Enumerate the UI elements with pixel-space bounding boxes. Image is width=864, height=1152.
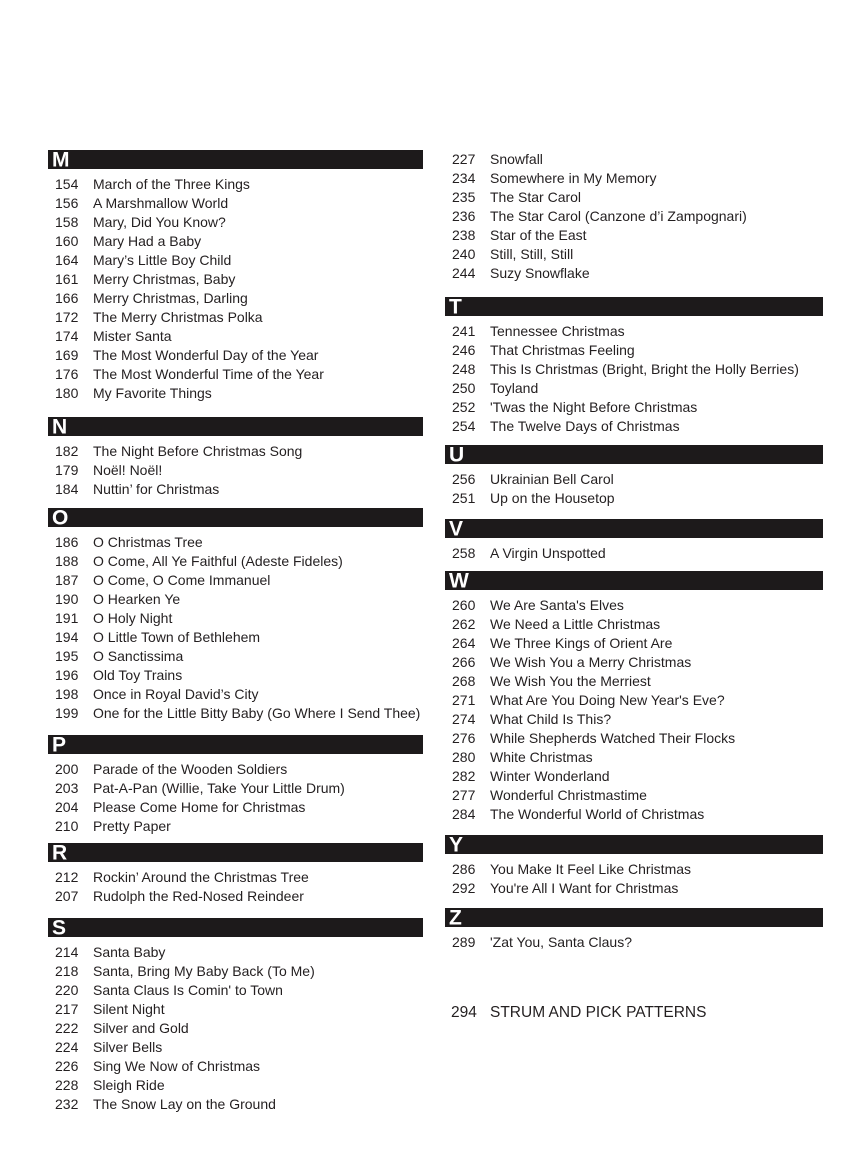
song-title: March of the Three Kings [93,176,250,192]
section-header-bar [445,445,823,464]
song-entry [48,442,423,461]
song-page-number: 266 [452,654,476,670]
song-page-number: 190 [55,591,79,607]
song-page-number: 238 [452,227,476,243]
song-entry [48,213,423,232]
song-page-number: 256 [452,471,476,487]
song-title: A Virgin Unspotted [490,545,606,561]
song-page-number: 228 [55,1077,79,1093]
song-page-number: 258 [452,545,476,561]
song-entry [445,188,823,207]
song-title: Nuttin’ for Christmas [93,481,220,497]
song-entry [445,710,823,729]
index-section-M [48,150,423,403]
song-page-number: 248 [452,361,476,377]
section-letter: T [449,297,463,316]
song-title: Noël! Noël! [93,462,163,478]
song-entry [445,544,823,563]
song-page-number: 191 [55,610,79,626]
song-entry [445,860,823,879]
index-column-left [48,150,423,1114]
song-entry [48,289,423,308]
song-entry [48,270,423,289]
song-entry [48,232,423,251]
song-page-number: 260 [452,597,476,613]
index-section-N [48,417,423,499]
song-title: The Merry Christmas Polka [93,309,263,325]
song-entry [48,817,423,836]
song-title: The Star Carol (Canzone d’i Zampognari) [490,208,747,224]
song-entry [48,704,423,723]
song-entry [445,596,823,615]
song-title: The Twelve Days of Christmas [490,418,680,434]
song-entry [445,226,823,245]
song-page-number: 169 [55,347,79,363]
song-page-number: 158 [55,214,79,230]
song-page-number: 246 [452,342,476,358]
song-page-number: 174 [55,328,79,344]
song-entry [48,609,423,628]
section-header-bar [48,735,423,754]
song-title: Star of the East [490,227,587,243]
song-entry [48,308,423,327]
song-title: Parade of the Wooden Soldiers [93,761,288,777]
song-page-number: 196 [55,667,79,683]
song-title: Silver and Gold [93,1020,189,1036]
song-page-number: 284 [452,806,476,822]
song-page-number: 227 [452,151,476,167]
song-page-number: 207 [55,888,79,904]
song-title: The Night Before Christmas Song [93,443,303,459]
song-entry [48,1095,423,1114]
song-title: Ukrainian Bell Carol [490,471,614,487]
song-entry [445,398,823,417]
song-entry [445,767,823,786]
song-list [445,596,823,824]
song-page-number: 251 [452,490,476,506]
song-title: O Sanctissima [93,648,184,664]
section-header-bar [48,508,423,527]
song-title: The Wonderful World of Christmas [490,806,705,822]
section-letter: V [449,519,464,538]
song-entry [48,175,423,194]
song-title: 'Zat You, Santa Claus? [490,934,632,950]
song-title: What Are You Doing New Year's Eve? [490,692,725,708]
song-entry [48,533,423,552]
section-header-bar [445,297,823,316]
song-title: We Are Santa's Elves [490,597,624,613]
song-page-number: 241 [452,323,476,339]
song-entry [48,571,423,590]
song-title: Still, Still, Still [490,246,574,262]
song-entry [445,729,823,748]
song-list [445,150,823,283]
song-title: O Come, O Come Immanuel [93,572,271,588]
song-title: This Is Christmas (Bright, Bright the Holly Berries) [490,361,799,377]
song-entry [48,365,423,384]
song-list [445,933,823,952]
song-title: The Most Wonderful Time of the Year [93,366,324,382]
song-entry [48,666,423,685]
song-title: Santa Claus Is Comin' to Town [93,982,283,998]
song-title: Please Come Home for Christmas [93,799,306,815]
song-page-number: 234 [452,170,476,186]
song-page-number: 280 [452,749,476,765]
song-page-number: 282 [452,768,476,784]
section-header-bar [48,150,423,169]
song-page-number: 210 [55,818,79,834]
song-list [445,470,823,508]
song-title: We Wish You a Merry Christmas [490,654,692,670]
song-title: You're All I Want for Christmas [490,880,679,896]
song-entry [445,786,823,805]
song-page-number: 222 [55,1020,79,1036]
section-header-bar [48,918,423,937]
song-title: Rudolph the Red-Nosed Reindeer [93,888,304,904]
song-title: Up on the Housetop [490,490,615,506]
song-page-number: 214 [55,944,79,960]
song-title: You Make It Feel Like Christmas [490,861,692,877]
song-entry [48,590,423,609]
song-title: 'Twas the Night Before Christmas [490,399,698,415]
song-entry [445,379,823,398]
song-page-number: 164 [55,252,79,268]
song-entry [48,480,423,499]
song-entry [48,327,423,346]
song-page-number: 252 [452,399,476,415]
index-section-U [445,445,823,508]
song-list [445,544,823,563]
song-entry [445,634,823,653]
song-page-number: 244 [452,265,476,281]
song-title: Mary, Did You Know? [93,214,226,230]
song-title: We Wish You the Merriest [490,673,651,689]
song-entry [445,653,823,672]
song-title: We Three Kings of Orient Are [490,635,673,651]
song-title: Silent Night [93,1001,165,1017]
song-title: Old Toy Trains [93,667,183,683]
song-title: Santa Baby [93,944,166,960]
song-entry [445,879,823,898]
song-page-number: 198 [55,686,79,702]
index-section-T [445,297,823,436]
song-title: Santa, Bring My Baby Back (To Me) [93,963,315,979]
song-entry [48,1057,423,1076]
song-entry [48,779,423,798]
song-list [445,860,823,898]
index-column-right [445,150,823,952]
song-page-number: 289 [452,934,476,950]
song-entry [445,615,823,634]
section-header-bar [48,417,423,436]
song-entry [445,360,823,379]
song-entry [48,194,423,213]
song-page-number: 217 [55,1001,79,1017]
song-title: Toyland [490,380,539,396]
song-entry [48,868,423,887]
section-letter: W [449,571,470,590]
index-section-V [445,519,823,563]
song-entry [48,384,423,403]
song-entry [48,647,423,666]
song-title: A Marshmallow World [93,195,229,211]
strum-patterns-label: STRUM AND PICK PATTERNS [490,1004,707,1021]
song-entry [48,1076,423,1095]
song-entry [445,264,823,283]
section-header-bar [445,835,823,854]
song-title: Pat-A-Pan (Willie, Take Your Little Drum) [93,780,345,796]
song-page-number: 268 [452,673,476,689]
song-page-number: 212 [55,869,79,885]
song-page-number: 235 [452,189,476,205]
song-entry [48,981,423,1000]
song-page-number: 200 [55,761,79,777]
section-header-bar [48,843,423,862]
song-title: While Shepherds Watched Their Flocks [490,730,736,746]
section-letter: N [52,417,68,436]
song-entry [445,805,823,824]
song-title: O Little Town of Bethlehem [93,629,261,645]
song-entry [48,461,423,480]
song-entry [48,1000,423,1019]
song-entry [48,552,423,571]
section-letter: R [52,843,68,862]
song-title: Rockin’ Around the Christmas Tree [93,869,309,885]
song-title: O Holy Night [93,610,173,626]
song-page-number: 179 [55,462,79,478]
song-page-number: 220 [55,982,79,998]
song-entry [48,1019,423,1038]
song-page-number: 250 [452,380,476,396]
song-list [48,760,423,836]
song-page-number: 264 [452,635,476,651]
song-list [48,868,423,906]
song-title: Wonderful Christmastime [490,787,647,803]
song-title: Once in Royal David’s City [93,686,259,702]
index-section-S [48,918,423,1114]
section-letter: O [52,508,69,527]
song-title: The Most Wonderful Day of the Year [93,347,319,363]
song-title: The Star Carol [490,189,582,205]
song-entry [445,245,823,264]
section-letter: M [52,150,70,169]
song-entry [48,887,423,906]
song-list [48,943,423,1114]
song-entry [445,470,823,489]
song-title: O Christmas Tree [93,534,203,550]
song-entry [445,672,823,691]
song-entry [48,628,423,647]
song-title: Somewhere in My Memory [490,170,657,186]
index-section-P [48,735,423,836]
song-page-number: 271 [452,692,476,708]
song-title: One for the Little Bitty Baby (Go Where I Send Thee) [93,705,421,721]
song-title: Winter Wonderland [490,768,610,784]
song-title: Pretty Paper [93,818,171,834]
song-page-number: 156 [55,195,79,211]
song-entry [48,251,423,270]
song-entry [445,150,823,169]
song-entry [445,169,823,188]
song-page-number: 161 [55,271,79,287]
song-page-number: 188 [55,553,79,569]
song-entry [445,207,823,226]
index-section-W [445,571,823,824]
song-page-number: 199 [55,705,79,721]
song-entry [48,760,423,779]
song-page-number: 184 [55,481,79,497]
song-page-number: 204 [55,799,79,815]
song-page-number: 274 [452,711,476,727]
section-header-bar [445,519,823,538]
song-title: The Snow Lay on the Ground [93,1096,276,1112]
song-entry [445,691,823,710]
song-page-number: 276 [452,730,476,746]
song-page-number: 176 [55,366,79,382]
song-title: White Christmas [490,749,593,765]
section-letter: Z [449,908,463,927]
song-title: Snowfall [490,151,543,167]
index-section-R [48,843,423,906]
song-page-number: 182 [55,443,79,459]
song-page-number: 154 [55,176,79,192]
song-title: Silver Bells [93,1039,163,1055]
song-page-number: 262 [452,616,476,632]
song-page-number: 166 [55,290,79,306]
song-page-number: 160 [55,233,79,249]
song-title: Suzy Snowflake [490,265,590,281]
song-title: My Favorite Things [93,385,212,401]
index-section-Y [445,835,823,898]
song-entry [48,1038,423,1057]
song-entry [445,322,823,341]
song-title: We Need a Little Christmas [490,616,661,632]
section-letter: P [52,735,67,754]
index-section-O [48,508,423,723]
song-title: Merry Christmas, Baby [93,271,236,287]
song-title: That Christmas Feeling [490,342,635,358]
song-title: Tennessee Christmas [490,323,625,339]
song-entry [48,798,423,817]
song-list [48,175,423,403]
song-title: O Hearken Ye [93,591,181,607]
song-entry [48,962,423,981]
song-page-number: 294 [451,1004,477,1021]
song-page-number: 194 [55,629,79,645]
song-page-number: 187 [55,572,79,588]
song-entry [445,489,823,508]
song-page-number: 236 [452,208,476,224]
song-page-number: 277 [452,787,476,803]
song-entry [48,346,423,365]
song-page-number: 218 [55,963,79,979]
song-entry [445,748,823,767]
strum-patterns-entry [445,1003,706,1023]
song-title: Mister Santa [93,328,172,344]
song-title: Merry Christmas, Darling [93,290,248,306]
song-page-number: 232 [55,1096,79,1112]
song-page-number: 292 [452,880,476,896]
index-section-Z [445,908,823,952]
section-header-bar [445,571,823,590]
song-entry [48,685,423,704]
song-title: Mary Had a Baby [93,233,202,249]
song-entry [445,933,823,952]
song-page-number: 195 [55,648,79,664]
song-title: O Come, All Ye Faithful (Adeste Fideles) [93,553,343,569]
song-page-number: 224 [55,1039,79,1055]
song-list [48,533,423,723]
section-header-bar [445,908,823,927]
song-page-number: 254 [452,418,476,434]
song-entry [445,341,823,360]
song-page-number: 186 [55,534,79,550]
song-page-number: 286 [452,861,476,877]
song-title: What Child Is This? [490,711,612,727]
song-page-number: 180 [55,385,79,401]
section-letter: U [449,445,465,464]
section-letter: S [52,918,67,937]
song-title: Sing We Now of Christmas [93,1058,261,1074]
song-entry [445,417,823,436]
song-list [445,322,823,436]
song-title: Sleigh Ride [93,1077,165,1093]
section-letter: Y [449,835,464,854]
song-entry [48,943,423,962]
song-page-number: 240 [452,246,476,262]
song-list [48,442,423,499]
song-page-number: 203 [55,780,79,796]
song-page-number: 226 [55,1058,79,1074]
song-title: Mary’s Little Boy Child [93,252,232,268]
index-section-continued [445,150,823,283]
song-page-number: 172 [55,309,79,325]
